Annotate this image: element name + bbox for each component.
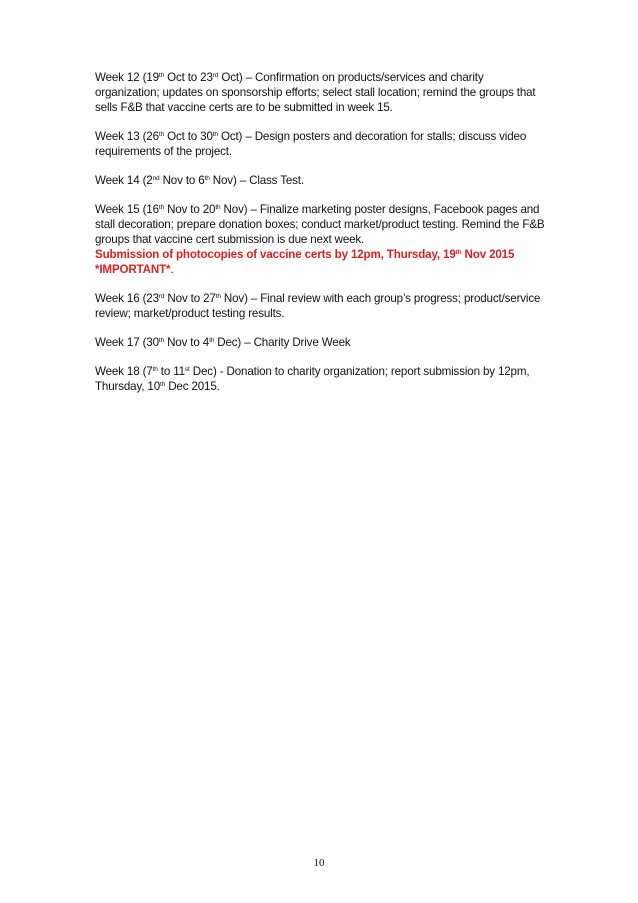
ordinal-suffix: th <box>215 293 221 300</box>
ordinal-suffix: th <box>160 381 166 388</box>
text-run: Dec) – Charity Drive Week <box>214 336 351 349</box>
text-run: Submission of photocopies of vaccine certs by 12pm, Thursday, 19 <box>95 248 456 261</box>
ordinal-suffix: th <box>158 131 164 138</box>
text-run: Week 17 (30 <box>95 336 159 349</box>
text-run: Oct) – Design posters and decoration for stalls; discuss video requirements of the project. <box>95 130 527 158</box>
ordinal-suffix: th <box>209 337 215 344</box>
text-run: Nov) – Finalize marketing poster designs, Facebook pages and stall decoration; prepare donation boxes; conduct market/product testing. Remind the F&B groups that vaccine cert submission is due next week. <box>95 203 545 246</box>
text-run: Week 12 (19 <box>95 71 159 84</box>
page-number: 10 <box>313 857 325 869</box>
text-run: Week 18 (7 <box>95 365 153 378</box>
schedule-entry-week15 <box>95 202 550 277</box>
text-run: Oct to 30 <box>164 130 213 143</box>
text-run: Oct) – Confirmation on products/services and charity organization; updates on sponsorship efforts; select stall location; remind the groups that sells F&B that vaccine certs are to be submitted in week 15. <box>95 71 536 114</box>
text-run: Nov) – Class Test. <box>209 174 304 187</box>
text-run: Week 13 (26 <box>95 130 159 143</box>
ordinal-suffix: th <box>158 72 164 79</box>
ordinal-suffix: rd <box>212 72 219 79</box>
text-run: Nov 2015 *IMPORTANT* <box>95 248 515 276</box>
text-run: Week 15 (16 <box>95 203 159 216</box>
text-run: Nov) – Final review with each group’s progress; product/service review; market/product testing results. <box>95 292 541 320</box>
ordinal-suffix: nd <box>152 175 160 182</box>
schedule-entry-week14 <box>95 173 550 188</box>
ordinal-suffix: th <box>215 204 221 211</box>
ordinal-suffix: th <box>158 337 164 344</box>
text-run: Nov to 20 <box>164 203 216 216</box>
ordinal-suffix: st <box>184 366 190 373</box>
schedule-entry-week18 <box>95 364 550 394</box>
schedule-content <box>95 70 550 408</box>
important-notice <box>95 247 550 277</box>
schedule-entry-week13 <box>95 129 550 159</box>
text-run: Nov to 4 <box>164 336 210 349</box>
ordinal-suffix: th <box>212 131 218 138</box>
text-run: Nov to 27 <box>164 292 216 305</box>
text-run: Week 14 (2 <box>95 174 153 187</box>
text-run: . <box>170 263 174 276</box>
text-run: Nov to 6 <box>159 174 205 187</box>
ordinal-suffix: th <box>455 249 462 256</box>
schedule-entry-week17 <box>95 335 550 350</box>
text-run: Oct to 23 <box>164 71 213 84</box>
ordinal-suffix: rd <box>158 293 165 300</box>
ordinal-suffix: th <box>204 175 210 182</box>
text-run: to 11 <box>157 365 185 378</box>
text-run: Week 16 (23 <box>95 292 159 305</box>
schedule-entry-week12 <box>95 70 550 115</box>
ordinal-suffix: th <box>152 366 158 373</box>
text-run: Dec) - Donation to charity organization; report submission by 12pm, Thursday, 10 <box>95 365 530 393</box>
schedule-entry-week16 <box>95 291 550 321</box>
ordinal-suffix: th <box>158 204 164 211</box>
text-run: Dec 2015. <box>165 380 220 393</box>
